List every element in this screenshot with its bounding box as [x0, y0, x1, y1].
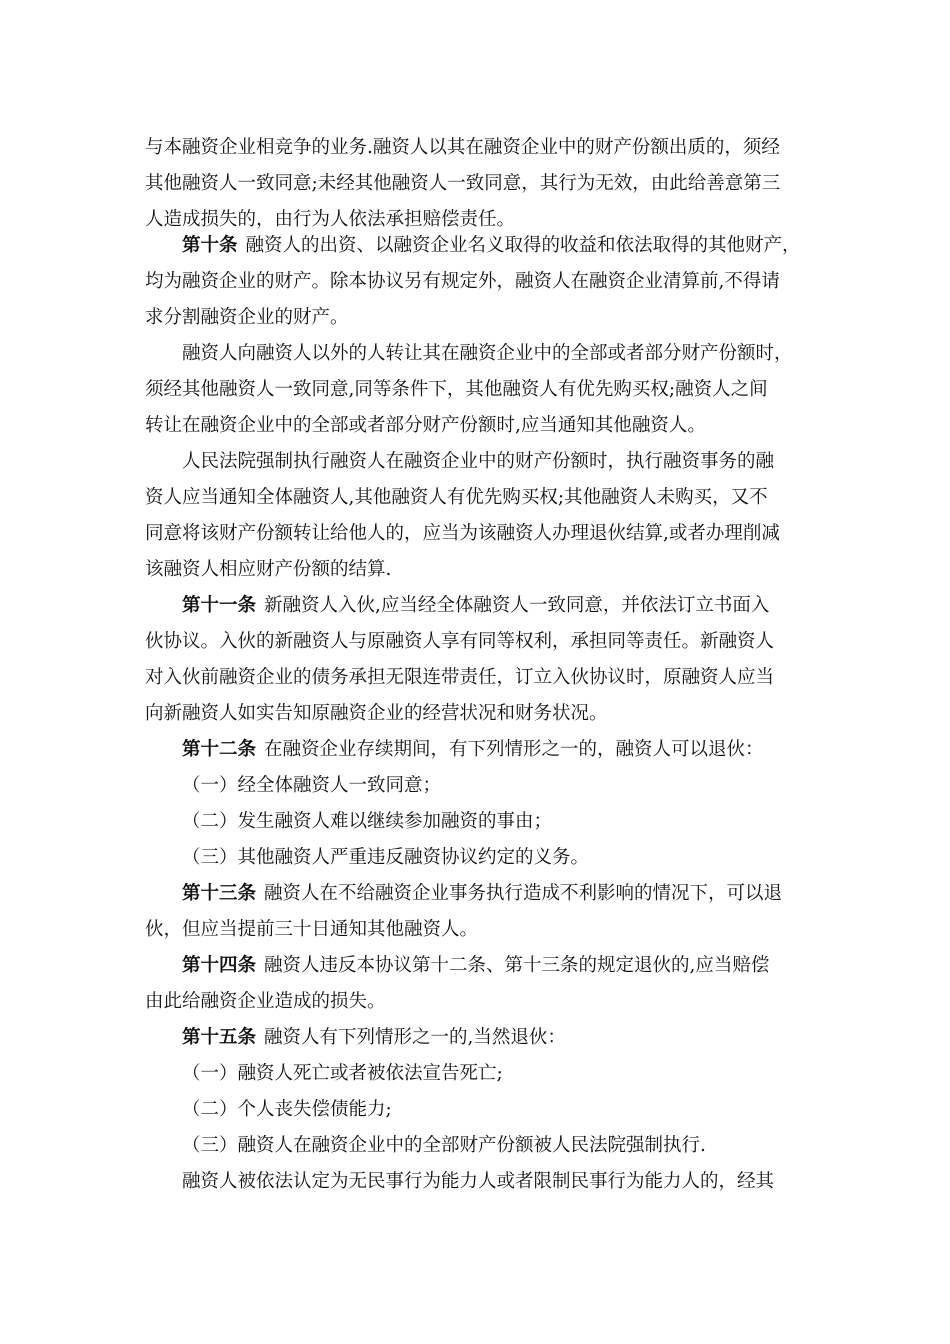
article-heading: 第十五条 [182, 1027, 257, 1048]
text-line [182, 805, 815, 839]
paragraph-text: 伙，但应当提前三十日通知其他融资人。 [145, 919, 479, 940]
list-item: （二）个人丧失偿债能力; [182, 1099, 392, 1120]
paragraph-text: 融资人违反本协议第十二条、第十三条的规定退伙的,应当赔偿 [264, 955, 770, 976]
text-line [145, 985, 815, 1019]
paragraph-text: 融资人的出资、以融资企业名义取得的收益和依法取得的其他财产， [245, 235, 801, 256]
paragraph-text: 转让在融资企业中的全部或者部分财产份额时,应当通知其他融资人。 [145, 415, 706, 436]
text-line [182, 877, 815, 911]
paragraph-text: 人民法院强制执行融资人在融资企业中的财产份额时，执行融资事务的融 [182, 451, 775, 472]
article-heading: 第十三条 [182, 883, 257, 904]
text-line [145, 517, 815, 551]
paragraph-text: 融资人向融资人以外的人转让其在融资企业中的全部或者部分财产份额时， [182, 343, 793, 364]
paragraph-text: 在融资企业存续期间，有下列情形之一的，融资人可以退伙： [264, 739, 764, 760]
text-line [145, 625, 815, 659]
paragraph-text: 融资人在不给融资企业事务执行造成不利影响的情况下，可以退 [264, 883, 783, 904]
text-line [182, 769, 815, 803]
article-heading: 第十条 [182, 235, 238, 256]
paragraph-text: 求分割融资企业的财产。 [145, 307, 349, 328]
paragraph-text: 新融资人入伙,应当经全体融资人一致同意，并依法订立书面入 [264, 595, 770, 616]
paragraph-text: 均为融资企业的财产。除本协议另有规定外，融资人在融资企业清算前,不得请 [145, 271, 780, 292]
paragraph-text: 伙协议。入伙的新融资人与原融资人享有同等权利，承担同等责任。新融资人 [145, 631, 775, 652]
text-line [182, 1057, 815, 1091]
text-line [182, 733, 815, 767]
text-line [182, 1129, 815, 1163]
text-line [145, 913, 815, 947]
list-item: （三）其他融资人严重违反融资协议约定的义务。 [182, 847, 590, 868]
text-line [145, 409, 815, 443]
text-line [145, 301, 815, 335]
text-line [182, 949, 815, 983]
paragraph-text: 资人应当通知全体融资人,其他融资人有优先购买权;其他融资人未购买，又不 [145, 487, 768, 508]
text-line [145, 697, 815, 731]
text-line [182, 445, 815, 479]
text-line [182, 589, 815, 623]
text-line [145, 373, 815, 407]
text-line [145, 167, 815, 201]
list-item: （一）经全体融资人一致同意； [182, 775, 442, 796]
list-item: （二）发生融资人难以继续参加融资的事由； [182, 811, 553, 832]
text-line [145, 661, 815, 695]
text-line [182, 1093, 815, 1127]
paragraph-text: 对入伙前融资企业的债务承担无限连带责任，订立入伙协议时，原融资人应当 [145, 667, 775, 688]
text-line [145, 265, 815, 299]
paragraph-text: 同意将该财产份额转让给他人的，应当为该融资人办理退伙结算,或者办理削减 [145, 523, 780, 544]
article-heading: 第十一条 [182, 595, 257, 616]
paragraph-text: 向新融资人如实告知原融资企业的经营状况和财务状况。 [145, 703, 608, 724]
text-line [182, 337, 815, 371]
paragraph-text: 融资人被依法认定为无民事行为能力人或者限制民事行为能力人的，经其 [182, 1171, 775, 1192]
paragraph-text: 由此给融资企业造成的损失。 [145, 991, 386, 1012]
list-item: （一）融资人死亡或者被依法宣告死亡; [182, 1063, 503, 1084]
paragraph-text: 与本融资企业相竞争的业务.融资人以其在融资企业中的财产份额出质的，须经 [145, 137, 780, 158]
article-heading: 第十四条 [182, 955, 257, 976]
paragraph-text: 融资人有下列情形之一的,当然退伙： [264, 1027, 566, 1048]
list-item: （三）融资人在融资企业中的全部财产份额被人民法院强制执行. [182, 1135, 706, 1156]
text-line [182, 229, 815, 263]
text-line [145, 481, 815, 515]
text-line [182, 841, 815, 875]
text-line [145, 553, 815, 587]
text-line [182, 1165, 815, 1199]
paragraph-text: 人造成损失的，由行为人依法承担赔偿责任。 [145, 209, 516, 230]
text-line [145, 131, 815, 165]
paragraph-text: 须经其他融资人一致同意,同等条件下，其他融资人有优先购买权;融资人之间 [145, 379, 768, 400]
paragraph-text: 该融资人相应财产份额的结算. [145, 559, 392, 580]
text-line [182, 1021, 815, 1055]
article-heading: 第十二条 [182, 739, 257, 760]
paragraph-text: 其他融资人一致同意;未经其他融资人一致同意，其行为无效，由此给善意第三 [145, 173, 781, 194]
